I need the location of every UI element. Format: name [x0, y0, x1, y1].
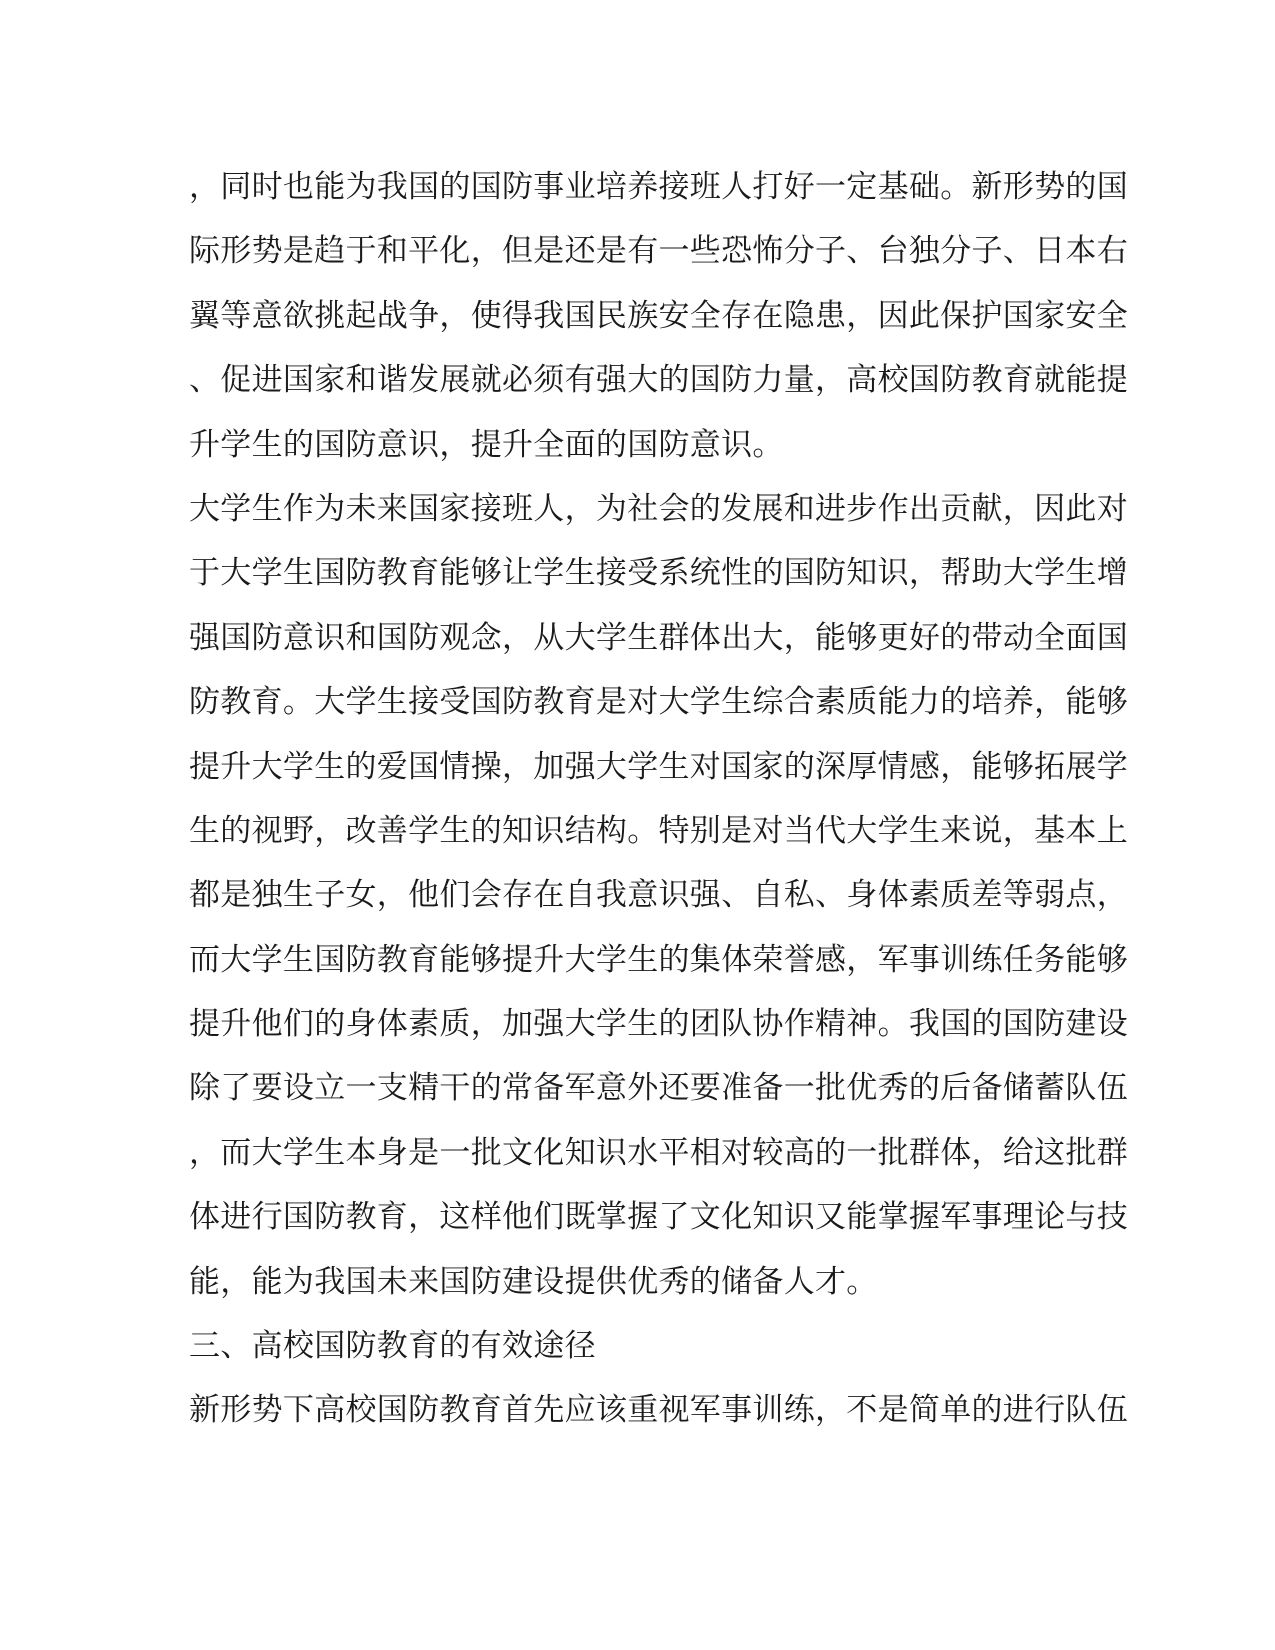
text-line: 提升他们的身体素质，加强大学生的团队协作精神。我国的国防建设	[189, 1006, 1128, 1043]
text-line: 都是独生子女，他们会存在自我意识强、自私、身体素质差等弱点，	[189, 877, 1128, 914]
text-line: 强国防意识和国防观念，从大学生群体出大，能够更好的带动全面国	[189, 619, 1128, 656]
text-line: 大学生作为未来国家接班人，为社会的发展和进步作出贡献，因此对	[189, 490, 1128, 527]
text-line: 升学生的国防意识，提升全面的国防意识。	[189, 426, 784, 463]
text-line: 新形势下高校国防教育首先应该重视军事训练，不是简单的进行队伍	[189, 1392, 1128, 1429]
text-line: 体进行国防教育，这样他们既掌握了文化知识又能掌握军事理论与技	[189, 1199, 1128, 1236]
text-line: 防教育。大学生接受国防教育是对大学生综合素质能力的培养，能够	[189, 684, 1128, 721]
body-text	[189, 155, 1128, 1443]
text-line: 提升大学生的爱国情操，加强大学生对国家的深厚情感，能够拓展学	[189, 748, 1128, 785]
text-line: 于大学生国防教育能够让学生接受系统性的国防知识，帮助大学生增	[189, 555, 1128, 592]
text-line: ，同时也能为我国的国防事业培养接班人打好一定基础。新形势的国	[189, 169, 1128, 205]
text-line: 生的视野，改善学生的知识结构。特别是对当代大学生来说，基本上	[189, 812, 1128, 849]
text-line: 除了要设立一支精干的常备军意外还要准备一批优秀的后备储蓄队伍	[189, 1070, 1128, 1107]
text-line: 、促进国家和谐发展就必须有强大的国防力量，高校国防教育就能提	[189, 362, 1128, 399]
text-line: ，而大学生本身是一批文化知识水平相对较高的一批群体，给这批群	[189, 1134, 1128, 1171]
text-line: 翼等意欲挑起战争，使得我国民族安全存在隐患，因此保护国家安全	[189, 297, 1128, 334]
text-line: 而大学生国防教育能够提升大学生的集体荣誉感，军事训练任务能够	[189, 941, 1128, 978]
text-line: 际形势是趋于和平化，但是还是有一些恐怖分子、台独分子、日本右	[189, 233, 1128, 270]
section-heading: 三、高校国防教育的有效途径	[189, 1328, 596, 1365]
text-line: 能，能为我国未来国防建设提供优秀的储备人才。	[189, 1263, 878, 1300]
